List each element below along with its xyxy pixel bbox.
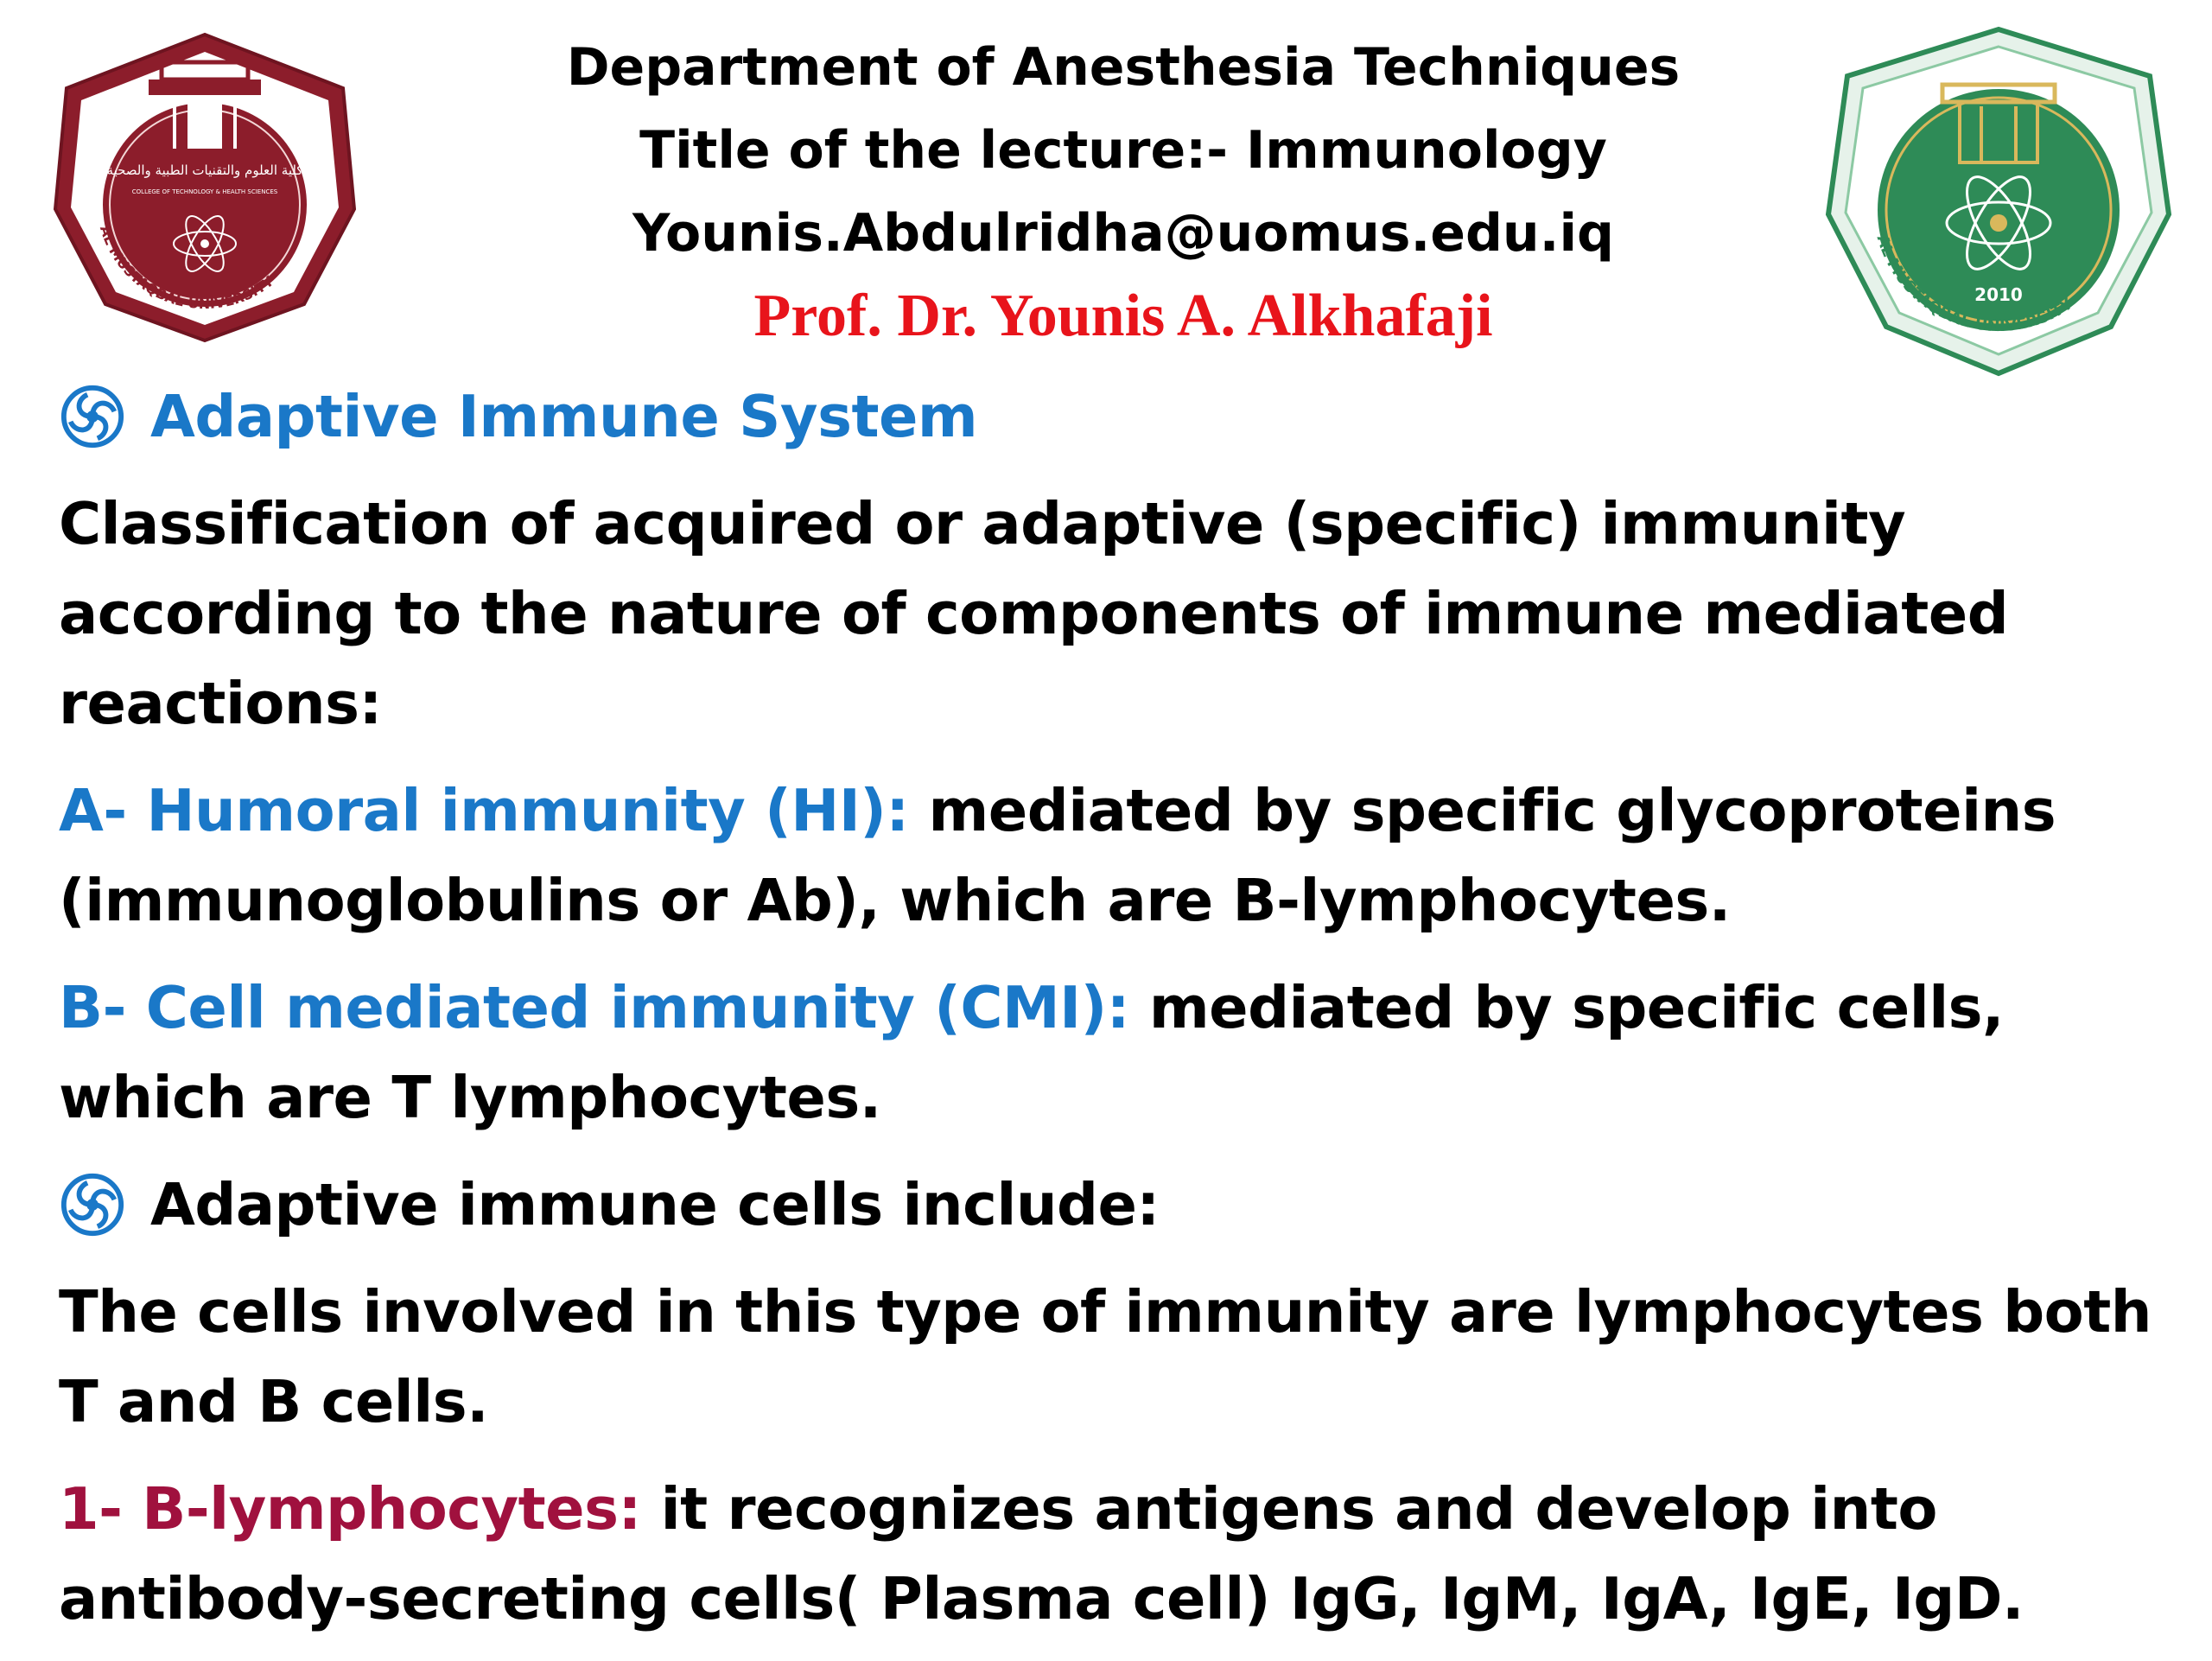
- b-lymphocytes-paragraph: [59, 1464, 2167, 1644]
- classification-paragraph: Classification of acquired or adaptive (specific) immunity according to the nature of components of immune mediated reactions:: [59, 490, 2009, 737]
- college-seal-icon: [45, 28, 365, 347]
- author-email: Younis.Abdulridha@uomus.edu.iq: [632, 203, 1614, 264]
- cells-involved-paragraph: The cells involved in this type of immunity are lymphocytes both T and B cells.: [59, 1278, 2152, 1435]
- cell-mediated-immunity-text: mediated by specific cells, which are T lymphocytes.: [59, 974, 2004, 1131]
- university-seal-ring-text: AL MUSTAQBAL UNIVERSITY: [1872, 232, 2076, 336]
- university-logo: [1821, 24, 2176, 379]
- b-lymphocytes-label: 1- B-lymphocytes:: [59, 1475, 641, 1543]
- b-lymphocytes-text: it recognizes antigens and develop into antibody-secreting cells( Plasma cell) IgG, IgM, IgA, IgE, IgD.: [59, 1475, 2024, 1632]
- university-seal-year: 2010: [1974, 284, 2023, 305]
- swirl-bullet-icon: [59, 1171, 126, 1238]
- section-heading-adaptive-immune-cells: [59, 1160, 2167, 1250]
- swirl-bullet-icon: [59, 383, 126, 450]
- section-heading-text: Adaptive immune cells include:: [150, 1171, 1160, 1238]
- college-logo: [45, 28, 365, 347]
- lecture-title: Title of the lecture:- Immunology: [639, 120, 1607, 181]
- humoral-immunity-paragraph: [59, 766, 2167, 945]
- humoral-immunity-label: A- Humoral immunity (HI):: [59, 777, 909, 844]
- college-seal-arabic: كلية العلوم والتقنيات الطبية والصحية: [106, 162, 303, 178]
- slide-header: [432, 26, 1815, 358]
- section-heading-text: Adaptive Immune System: [150, 383, 978, 450]
- college-seal-english: COLLEGE OF TECHNOLOGY & HEALTH SCIENCES: [131, 188, 278, 195]
- author-name: Prof. Dr. Younis A. Alkhafaji: [753, 283, 1493, 349]
- university-seal-icon: [1821, 24, 2176, 379]
- humoral-immunity-text: mediated by specific glycoproteins (immunoglobulins or Ab), which are B-lymphocytes.: [59, 777, 2056, 934]
- cell-mediated-immunity-paragraph: [59, 963, 2167, 1142]
- department-name: Department of Anesthesia Techniques: [566, 37, 1681, 98]
- section-heading-adaptive-immune-system: [59, 372, 2167, 461]
- cell-mediated-immunity-label: B- Cell mediated immunity (CMI):: [59, 974, 1130, 1041]
- college-seal-ring-text: AL MUSTAQBAL UNIVERSITY: [96, 223, 277, 313]
- slide-body: [59, 372, 2167, 1661]
